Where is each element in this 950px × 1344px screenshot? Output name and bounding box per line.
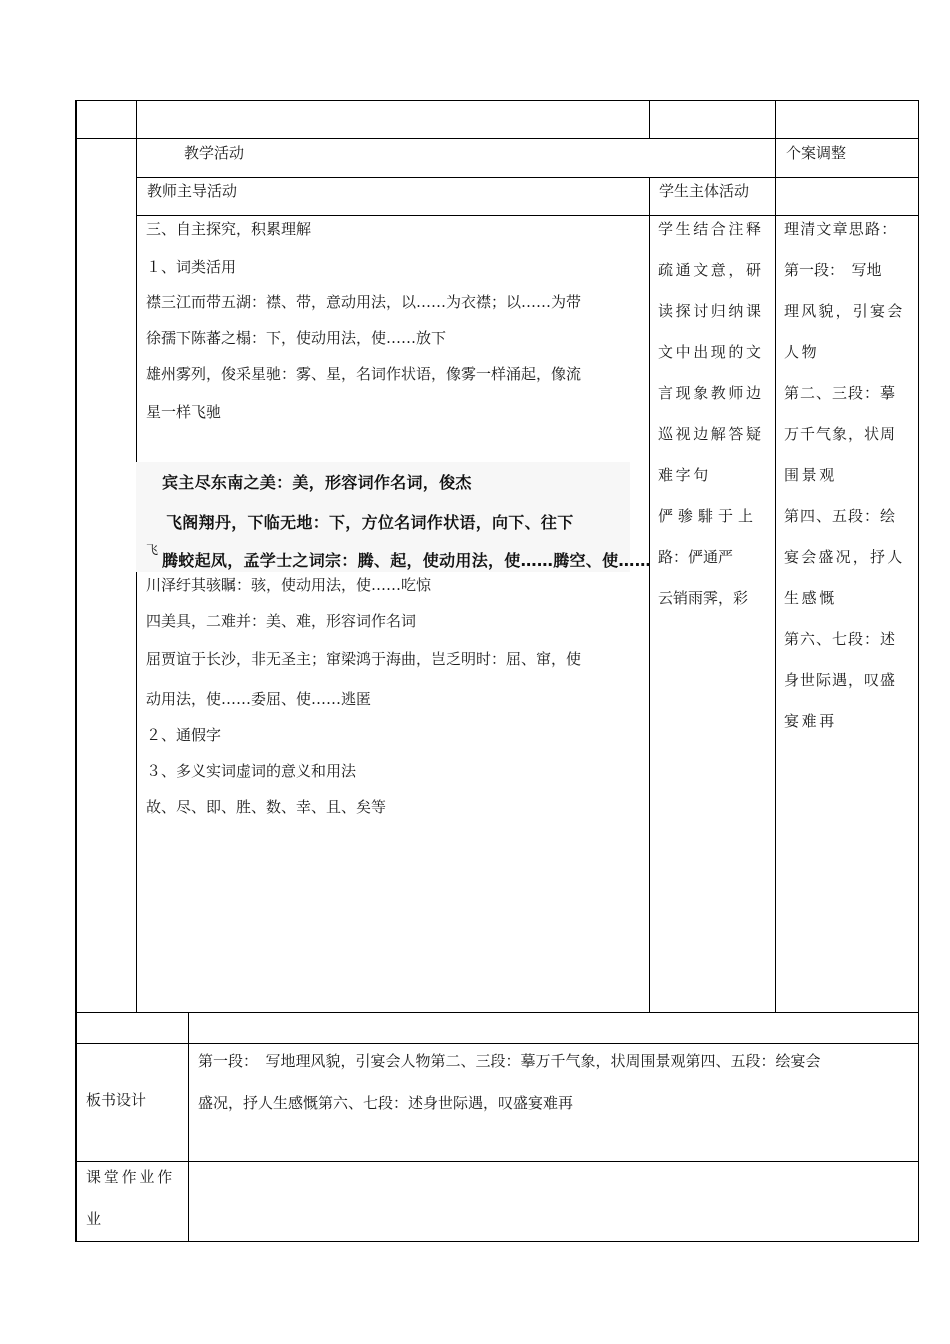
list-item: 第一段： 写地 (784, 261, 882, 279)
list-item: 襟三江而带五湖：襟、带，意动用法，以……为衣襟；以……为带 (146, 293, 582, 311)
grid-line (649, 100, 650, 138)
list-item: 第六、七段：述 (784, 630, 897, 648)
list-item: 盛况，抒人生感慨第六、七段：述身世际遇，叹盛宴难再 (198, 1094, 574, 1112)
grid-line (76, 1012, 919, 1013)
word-class-list-b (146, 567, 581, 719)
list-item: 理清文章思路： (784, 220, 898, 238)
list-item: 四美具，二难并：美、难，形容词作名词 (146, 612, 417, 630)
item-heading: １、词类活用 (146, 258, 237, 276)
list-item: 疏通文意，研 (658, 261, 764, 279)
item-heading: ３、多义实词虚词的意义和用法 (146, 762, 357, 780)
list-item: 人物 (784, 343, 820, 361)
word-class-list-a (146, 284, 581, 432)
list-item: 徐孺下陈蕃之榻：下，使动用法，使……放下 (146, 329, 447, 347)
list-item: 川泽纡其骇瞩：骇，使动用法，使……吃惊 (146, 576, 432, 594)
list-item: 腾蛟起凤，孟学士之词宗：腾、起，使动用法，使……腾空、使…… (162, 551, 652, 570)
list-item: 云销雨霁，彩 (658, 589, 749, 607)
list-item: 言现象教师边 (658, 384, 764, 402)
student-activity-text (658, 209, 764, 619)
list-item: 第一段： 写地理风貌，引宴会人物第二、三段：摹万千气象，状周围景观第四、五段：绘宴会 (198, 1052, 821, 1070)
teaching-activity-heading: 教学活动 (184, 144, 245, 162)
list-item: 理风貌，引宴会 (784, 302, 905, 320)
list-item: 宴会盛况，抒人 (784, 548, 905, 566)
list-item: 文中出现的文 (658, 343, 764, 361)
grid-line (918, 100, 919, 1242)
list-item: 课堂作业作 (86, 1168, 176, 1186)
grid-line (76, 138, 919, 139)
section-heading: 三、自主探究，积累理解 (146, 220, 312, 238)
list-item: 围景观 (784, 466, 837, 484)
list-item: 万千气象，状周 (784, 425, 897, 443)
homework-label (86, 1156, 175, 1240)
grid-line (775, 100, 776, 1012)
item-heading: ２、通假字 (146, 726, 222, 744)
stray-character: 飞 (146, 543, 159, 557)
grid-line (188, 1012, 189, 1241)
word-list: 故、尽、即、胜、数、幸、且、矣等 (146, 798, 387, 816)
grid-line (76, 1241, 919, 1242)
board-design-text (198, 1040, 821, 1124)
list-item: 生感慨 (784, 589, 837, 607)
list-item: 巡视边解答疑 (658, 425, 764, 443)
list-item: 宴难再 (784, 712, 837, 730)
list-item: 飞阁翔丹，下临无地：下，方位名词作状语，向下、往下 (166, 513, 574, 532)
list-item: 屈贾谊于长沙，非无圣主；窜梁鸿于海曲，岂乏明时：屈、窜，使 (146, 650, 582, 668)
list-item: 读探讨归纳课 (658, 302, 764, 320)
list-item: 第二、三段：摹 (784, 384, 897, 402)
grid-line (136, 177, 919, 178)
list-item: 宾主尽东南之美：美，形容词作名词，俊杰 (162, 473, 472, 492)
list-item: 难字句 (658, 466, 711, 484)
board-design-label: 板书设计 (86, 1091, 147, 1109)
list-item: 动用法，使……委屈、使……逃匿 (146, 690, 372, 708)
case-adjust-heading: 个案调整 (786, 144, 847, 162)
grid-line (75, 100, 77, 1242)
pasted-text-image (136, 462, 652, 572)
list-item: 俨骖騑于上 (658, 507, 759, 525)
list-item: 路：俨通严 (658, 548, 734, 566)
grid-line (76, 1161, 919, 1162)
student-main-heading: 学生主体活动 (659, 182, 750, 200)
list-item: 第四、五段：绘 (784, 507, 897, 525)
case-adjust-text (784, 209, 904, 742)
list-item: 身世际遇，叹盛 (784, 671, 897, 689)
list-item: 雄州雾列，俊采星驰：雾、星，名词作状语，像雾一样涌起，像流 (146, 365, 582, 383)
list-item: 学生结合注释 (658, 220, 764, 238)
grid-line (649, 177, 650, 1012)
list-item: 星一样飞驰 (146, 403, 222, 421)
grid-line (76, 100, 919, 101)
teacher-led-heading: 教师主导活动 (147, 182, 238, 200)
list-item: 业 (86, 1210, 102, 1228)
